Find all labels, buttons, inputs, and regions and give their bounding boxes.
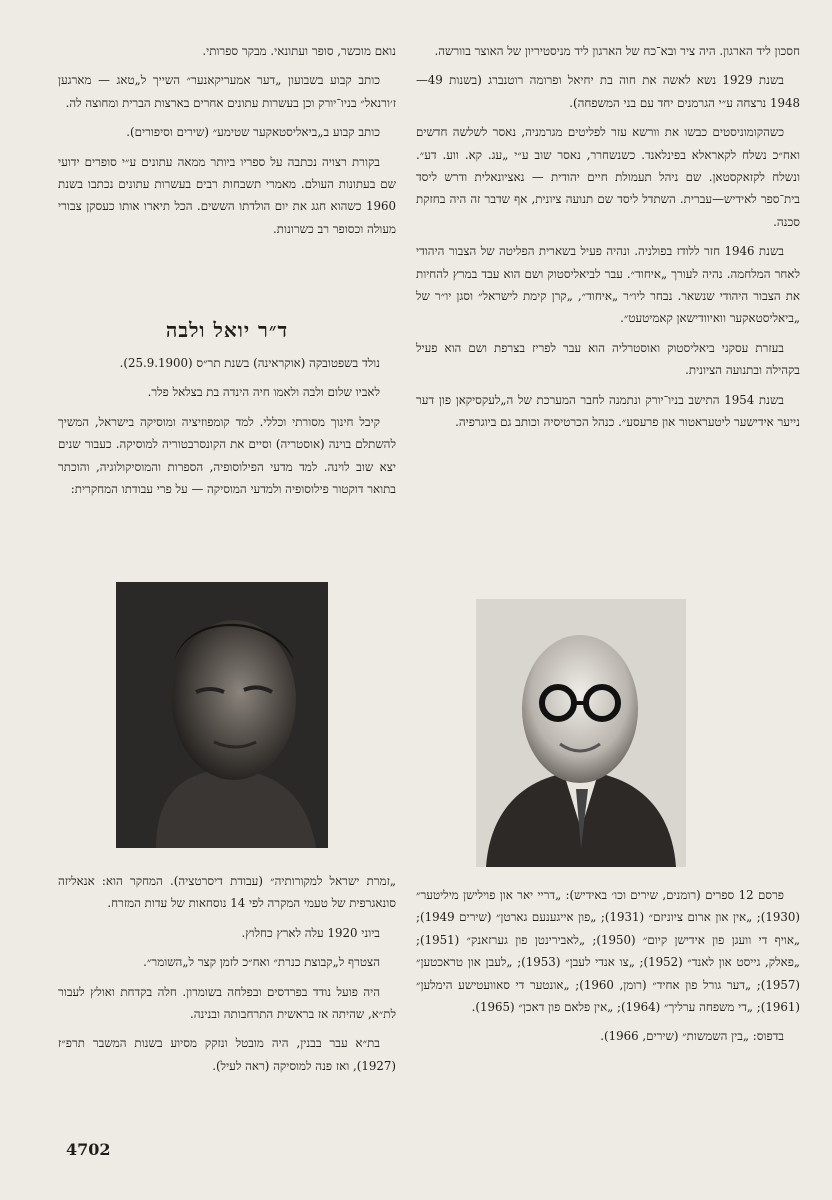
paragraph: בקורת רצויה נכתבה על ספריו ביותר ממאה עתונים ע״י סופרים ידועי שם בעתונות העולם. מאמרי תשבחות רבים בעשרות עתונים נכתבו בשנת 1960 כשהוא חגג את יום הולדתו הששים. הכל תיארו אותו כעסקן צבורי מעולה וכסופר רב כשרונות. [58, 154, 396, 236]
paragraph: בדפוס: „בין השמשות״ (שירים, 1966). [600, 1029, 784, 1044]
paragraph: נולד בשפטובקה (אוקראינה) בשנת תר״ס (25.9.1900). [119, 356, 380, 370]
left-column-middle [58, 352, 396, 507]
portrait-photo-right [476, 599, 686, 867]
paragraph: בשנת 1946 חזר ללודז בפולניה. ונהיה פעיל בשארית הפליטה של הצבור היהודי לאחר המלחמה. נהיה לעורך „איחוד״. עבר לביאליסטוק ושם הוא עבד במרץ להחיות את הצבור היהודי שנשאר. נבחר ליו״ר „איחוד״, „קרן קימת לישראל״ וסגן יו״ר של „ביאליסטאקער וואיוודישאן קאמיטעט״. [416, 244, 800, 326]
portrait-man-glasses-image [476, 599, 686, 867]
paragraph: בת״א עבר בבנין, היה מובטל ונזקק מסיוע בשנות המשבר תרפ״ז (1927), ואז פנה למוסיקה (ראה לעיל). [58, 1036, 396, 1073]
paragraph: כשהקומוניסטים כבשו את וורשא עזר לפליטים מגרמניה, נאסר לשלשה חדשים ואח״כ נשלח לקאראלא בפינלאנד. כשנשחרר, נאסר שוב ע״י „עג. קא. ווע. דע״. ונשלח לקזאקסטאן. שם ניהל תעמולת חיים יהודית — נאציונאלית ודרש ליסד בית־ספר לאידיש—עברית. השתדל ליסד שם תנועה ציונית, אף שדבר זה היה בחזקת סכנה. [416, 125, 800, 229]
paragraph: כותב קבוע ב„ביאליסטאקער שטימע״ (שירים וסיפורים). [126, 125, 380, 140]
paragraph: בשנת 1929 נשא לאשה את חוה בת יחיאל ופרומה רוטנברג (בשנות 49—1948 נרצחה ע״י הגרמנים יחד עם בני המשפחה). [416, 73, 800, 110]
paragraph: לאביו שלום ולבה ולאמו חיה הינדה בת בצלאל פלר. [147, 385, 380, 400]
paragraph: הצטרף ל„קבוצת כנרת״ ואח״כ לזמן קצר ל„השומר״. [143, 955, 380, 970]
paragraph: פרסם 12 ספרים (רומנים, שירים וכו׳ באידיש): „דריי יאר און פוילישן מיליטער״ (1930); „אין און ארום ציוניזם״ (1931); „פון אייגענעם גארטן״ (שירים 1949); „אויף די וועגן פון אידישן קיום״ (1950); „לאבירינטן פון גערזאנק״ (1951); „פאלק, גייסט און לאנד״ (1952); „צו אנדי לעבן״ (1953); „לעבן און טראכטען״ (1957); „דער גורל פון אחיד״ (רומן, 1960); „אונטער די סאוועטישע הימלען״ (1961); „די משפחה ערליך״ (1964); „אין פלאם פון דאכן״ (1965). [416, 888, 801, 1015]
paragraph: חסכון ליד הארגון. היה ציר ובא־כח של הארגון ליד מניסטיריון של האוצר בוורשה. [434, 44, 800, 58]
paragraph: היה פועל נודד בפרדסים ובפלחה בשומרון. חלה בקדחת ואולץ לעבור לת״א, שהיתה אז בראשית התרחבותה ובנינה. [58, 984, 396, 1022]
left-column-bottom [58, 870, 396, 1084]
left-column-top [58, 40, 396, 247]
paragraph: בעזרת עסקני ביאליסטוק ואוסטרליה הוא עבר לפריז בצרפת ושם הוא פעיל בקהילה ובתנועה הציונית. [416, 340, 800, 378]
paragraph: נואם מוכשר, סופר ועתונאי. מבקר ספרותי. [202, 44, 396, 58]
right-column-top [416, 40, 800, 441]
portrait-photo-left [116, 582, 328, 848]
portrait-man-dark-image [116, 582, 328, 848]
paragraph: כותב קבוע בשבועון „דער אמעריקאנער״ השייך ל„טאג — מארגען ז׳ורנאל״ בניו־יורק וכן בעשרות עתונים אחרים בארצות הברית ומחוצה לה. [58, 73, 396, 110]
paragraph: בשנת 1954 התישב בניו־יורק ונתמנה לחבר המערכת של ה„לעקסיקאן פון דער נייער אידישער ליטעראטור און פרעסע״. כנהל הכרטיסיה וכותב גם ביוגרפיה. [416, 392, 800, 430]
paragraph: „זמרת ישראל למקורותיה״ (עבודת דיסרטציה). המחקר הוא: אנאליזה סונאגרפית של טעמי המקרה לפי 14 נוסחאות של עדות המזרח. [58, 874, 396, 911]
right-column-bottom [416, 884, 800, 1055]
paragraph: קיבל חינוך מסורתי וכללי. למד קומפוזיציה ומוסיקה בישראל, המשיך להשתלם בוינה (אוסטריה) וסיים את הקונסרבטוריה למוסיקה. כעבור שנים יצא שוב לוינה. למד מדעי הפילוסופיה, הספרות והמוסיקולוגיה, והוכתר בתואר דוקטור פילוסופיה ולמדעי המוסיקה — על פרי עבודתו המחקרית: [58, 414, 396, 497]
paragraph: ביוני 1920 עלה לארץ כחלוץ. [241, 925, 380, 940]
section-heading: ד״ר יואל ולבה [165, 318, 289, 342]
page-number: 4702 [66, 1140, 111, 1159]
